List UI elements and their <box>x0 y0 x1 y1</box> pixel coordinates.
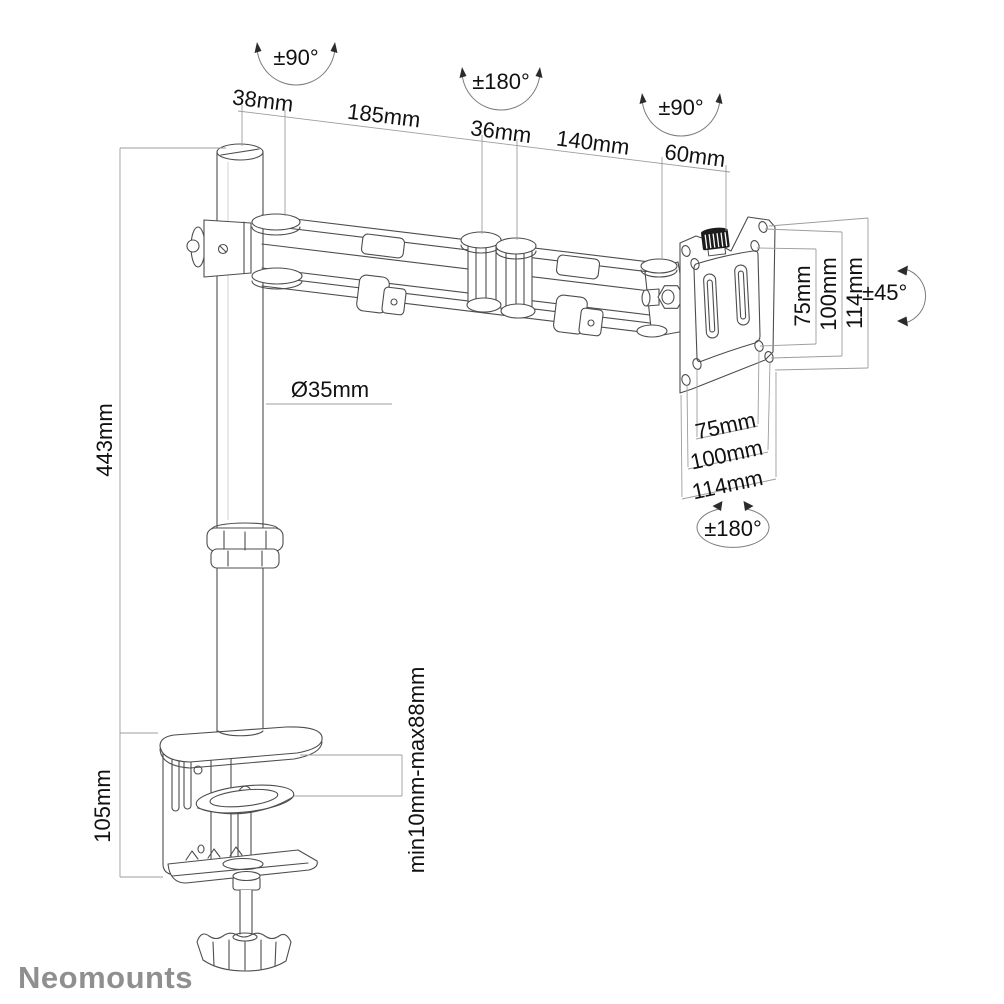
dim-38mm: 38mm <box>231 84 295 117</box>
dim-pole-diameter: Ø35mm <box>290 377 370 402</box>
brand-logo: Neomounts <box>18 960 193 995</box>
pivot-cap <box>461 232 501 248</box>
rotation-elbow-swivel: ±180° <box>472 69 530 94</box>
dim-clamp-range: min10mm-max88mm <box>404 666 429 874</box>
cable-clip <box>356 234 407 316</box>
pivot-cap <box>496 238 536 254</box>
pivot-cap <box>252 268 302 284</box>
desk-clamp <box>160 727 322 971</box>
rotation-head-swivel: ±90° <box>658 95 704 120</box>
dim-vesa-v-100: 100mm <box>816 257 841 331</box>
dim-36mm: 36mm <box>469 115 533 148</box>
rotation-pole-swivel: ±90° <box>273 45 319 70</box>
desk-plate <box>160 727 322 762</box>
dim-vesa-h-100: 100mm <box>687 434 765 475</box>
dim-185mm: 185mm <box>345 98 422 133</box>
dim-vesa-h-114: 114mm <box>689 464 766 505</box>
pole-arm-joint <box>187 214 302 289</box>
dim-140mm: 140mm <box>554 125 631 160</box>
dim-vesa-h-75: 75mm <box>692 407 758 445</box>
dim-pole-height: 443mm <box>92 403 117 477</box>
pivot-cap <box>641 259 677 273</box>
vesa-plate <box>680 217 775 393</box>
height-adjust-collar <box>207 523 283 568</box>
dim-clamp-height: 105mm <box>90 769 115 843</box>
cable-clip <box>553 255 604 337</box>
dim-60mm: 60mm <box>663 139 727 172</box>
clamp-knob <box>197 933 291 971</box>
dim-vesa-v-114: 114mm <box>842 257 867 329</box>
pivot-cap <box>252 214 300 230</box>
elbow-joint <box>461 232 536 318</box>
rotation-tilt: ±45° <box>862 280 908 305</box>
clamp-screw <box>233 872 260 935</box>
rotation-plate-rotate: ±180° <box>704 516 762 541</box>
dim-vesa-v-75: 75mm <box>790 265 815 327</box>
